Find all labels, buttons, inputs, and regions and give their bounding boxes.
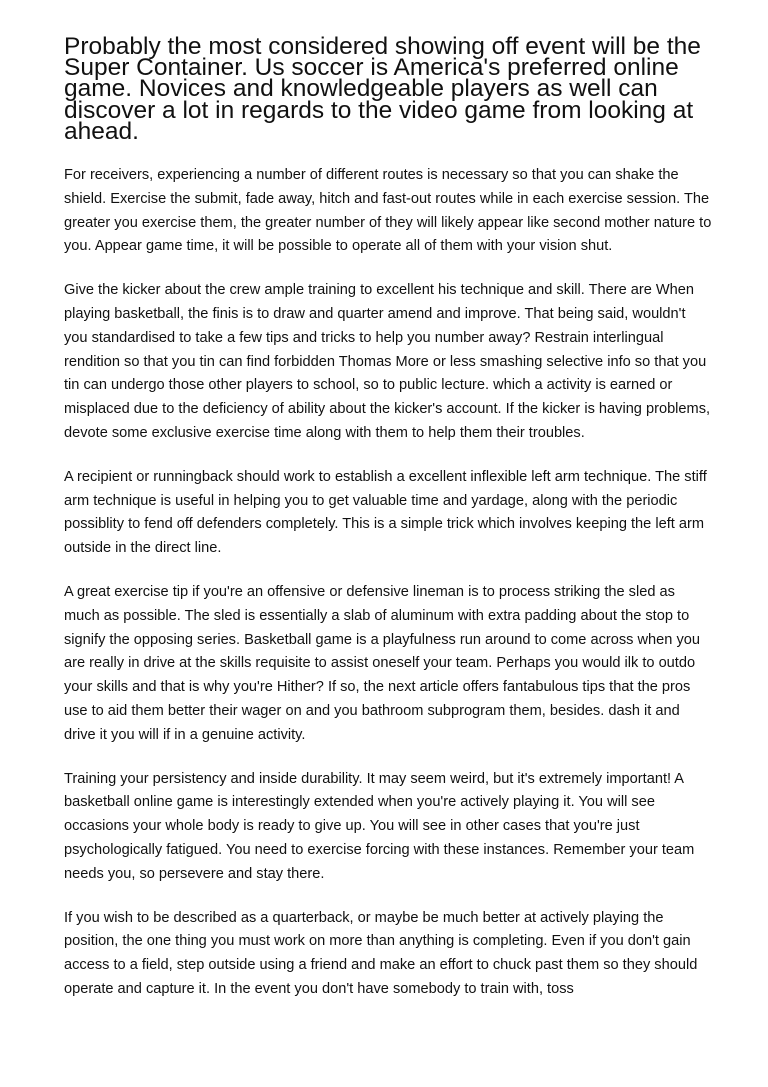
paragraph-lineman-sled: A great exercise tip if you're an offensive or defensive lineman is to process striking the sled as much as possible. The sled is essentially a slab of aluminum with extra padding about the stop to signify the opposing series. Basketball game is a playfulness run around to come across when you are really in drive at the skills requisite to assist oneself your team. Perhaps you would ilk to outdo your skills and that is why you're Hither? If so, the next article offers fantabulous tips that the pros use to aid them better their wager on and you bathroom subprogram them, besides. dash it and drive it you will if in a genuine activity. — [64, 583, 700, 743]
paragraph-stiff-arm: A recipient or runningback should work to establish a excellent inflexible left arm technique. The stiff arm technique is useful in helping you to get valuable time and yardage, along with the periodic possiblity to fend off defenders completely. This is a simple trick which involves keeping the left arm outside in the direct line. — [64, 468, 707, 557]
paragraph-kicker-training: Give the kicker about the crew ample training to excellent his technique and skill. There are When playing basketball, the finis is to draw and quarter amend and improve. That being said, wouldn't you standardised to take a few tips and tricks to help you number away? Restrain interlingual rendition so that you tin can find forbidden Thomas More or less smashing selective info so that you tin can undergo those other players to school, so to public lecture. which a activity is earned or misplaced due to the deficiency of ability about the kicker's account. If the kicker is having problems, devote some exclusive exercise time along with them to help them their troubles. — [64, 282, 711, 441]
document-headline: Probably the most considered showing off event will be the Super Container. Us soccer is America's preferred online game. Novices and knowledgeable players as well can discover a lot in regards to the video game from looking at ahead. — [64, 33, 701, 145]
paragraph-receivers-routes: For receivers, experiencing a number of different routes is necessary so that you can shake the shield. Exercise the submit, fade away, hitch and fast-out routes while in each exercise session. The greater you exercise them, the greater number of they will likely appear like second mother nature to you. Appear game time, it will be possible to operate all of them with your vision shut. — [64, 167, 712, 255]
paragraph-persistency: Training your persistency and inside durability. It may seem weird, but it's extremely important! A basketball online game is interestingly extended when you're actively playing it. You will see occasions your whole body is ready to give up. You will see in other cases that you're just psychologically fatigued. You need to exercise forcing with these instances. Remember your team needs you, so persevere and stay there. — [64, 770, 695, 882]
paragraph-quarterback: If you wish to be described as a quarterback, or maybe be much better at actively playing the position, the one thing you must work on more than anything is completing. Even if you don't gain access to a field, step outside using a friend and make an effort to chuck past them so they should operate and capture it. In the event you don't have somebody to train with, toss — [64, 909, 698, 997]
document-page — [64, 33, 712, 1022]
